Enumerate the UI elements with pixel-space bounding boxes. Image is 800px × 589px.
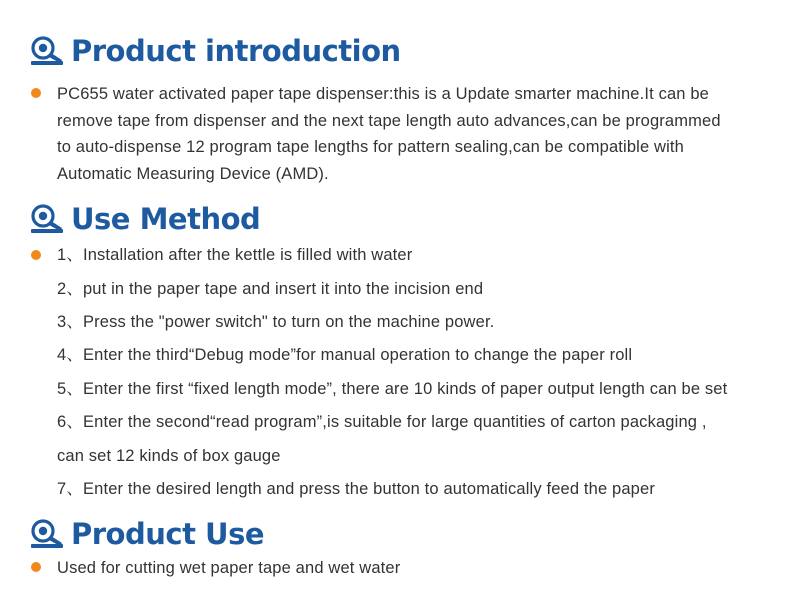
section-title: Use Method bbox=[71, 202, 261, 236]
section-title: Product introduction bbox=[71, 34, 401, 68]
section-heading-method bbox=[30, 201, 260, 237]
method-step: 3、Press the "power switch" to turn on the machine power. bbox=[57, 313, 495, 331]
intro-paragraph bbox=[57, 81, 777, 187]
bullet-dot bbox=[31, 562, 41, 572]
bullet-dot bbox=[31, 250, 41, 260]
intro-line: PC655 water activated paper tape dispenser:this is a Update smarter machine.It can be bbox=[57, 85, 710, 103]
tape-dispenser-icon bbox=[30, 36, 64, 66]
intro-line: Automatic Measuring Device (AMD). bbox=[57, 164, 329, 183]
method-step: 7、Enter the desired length and press the button to automatically feed the paper bbox=[57, 480, 655, 498]
method-step: can set 12 kinds of box gauge bbox=[57, 447, 281, 465]
method-step: 1、Installation after the kettle is filled with water bbox=[57, 246, 413, 264]
tape-dispenser-icon bbox=[30, 519, 64, 549]
section-title: Product Use bbox=[71, 517, 265, 551]
intro-line: to auto-dispense 12 program tape lengths for pattern sealing,can be compatible with bbox=[57, 138, 684, 157]
use-text: Used for cutting wet paper tape and wet water bbox=[57, 559, 401, 577]
bullet-dot bbox=[31, 88, 41, 98]
section-heading-intro bbox=[30, 33, 401, 69]
method-step: 4、Enter the third“Debug mode”for manual operation to change the paper roll bbox=[57, 346, 633, 364]
method-step: 6、Enter the second“read program”,is suitable for large quantities of carton packaging , bbox=[57, 413, 707, 431]
method-step: 2、put in the paper tape and insert it into the incision end bbox=[57, 280, 484, 298]
method-step: 5、Enter the first “fixed length mode”, there are 10 kinds of paper output length can be set bbox=[57, 380, 728, 398]
tape-dispenser-icon bbox=[30, 204, 64, 234]
section-heading-use bbox=[30, 516, 264, 552]
intro-line: remove tape from dispenser and the next tape length auto advances,can be programmed bbox=[57, 111, 721, 130]
